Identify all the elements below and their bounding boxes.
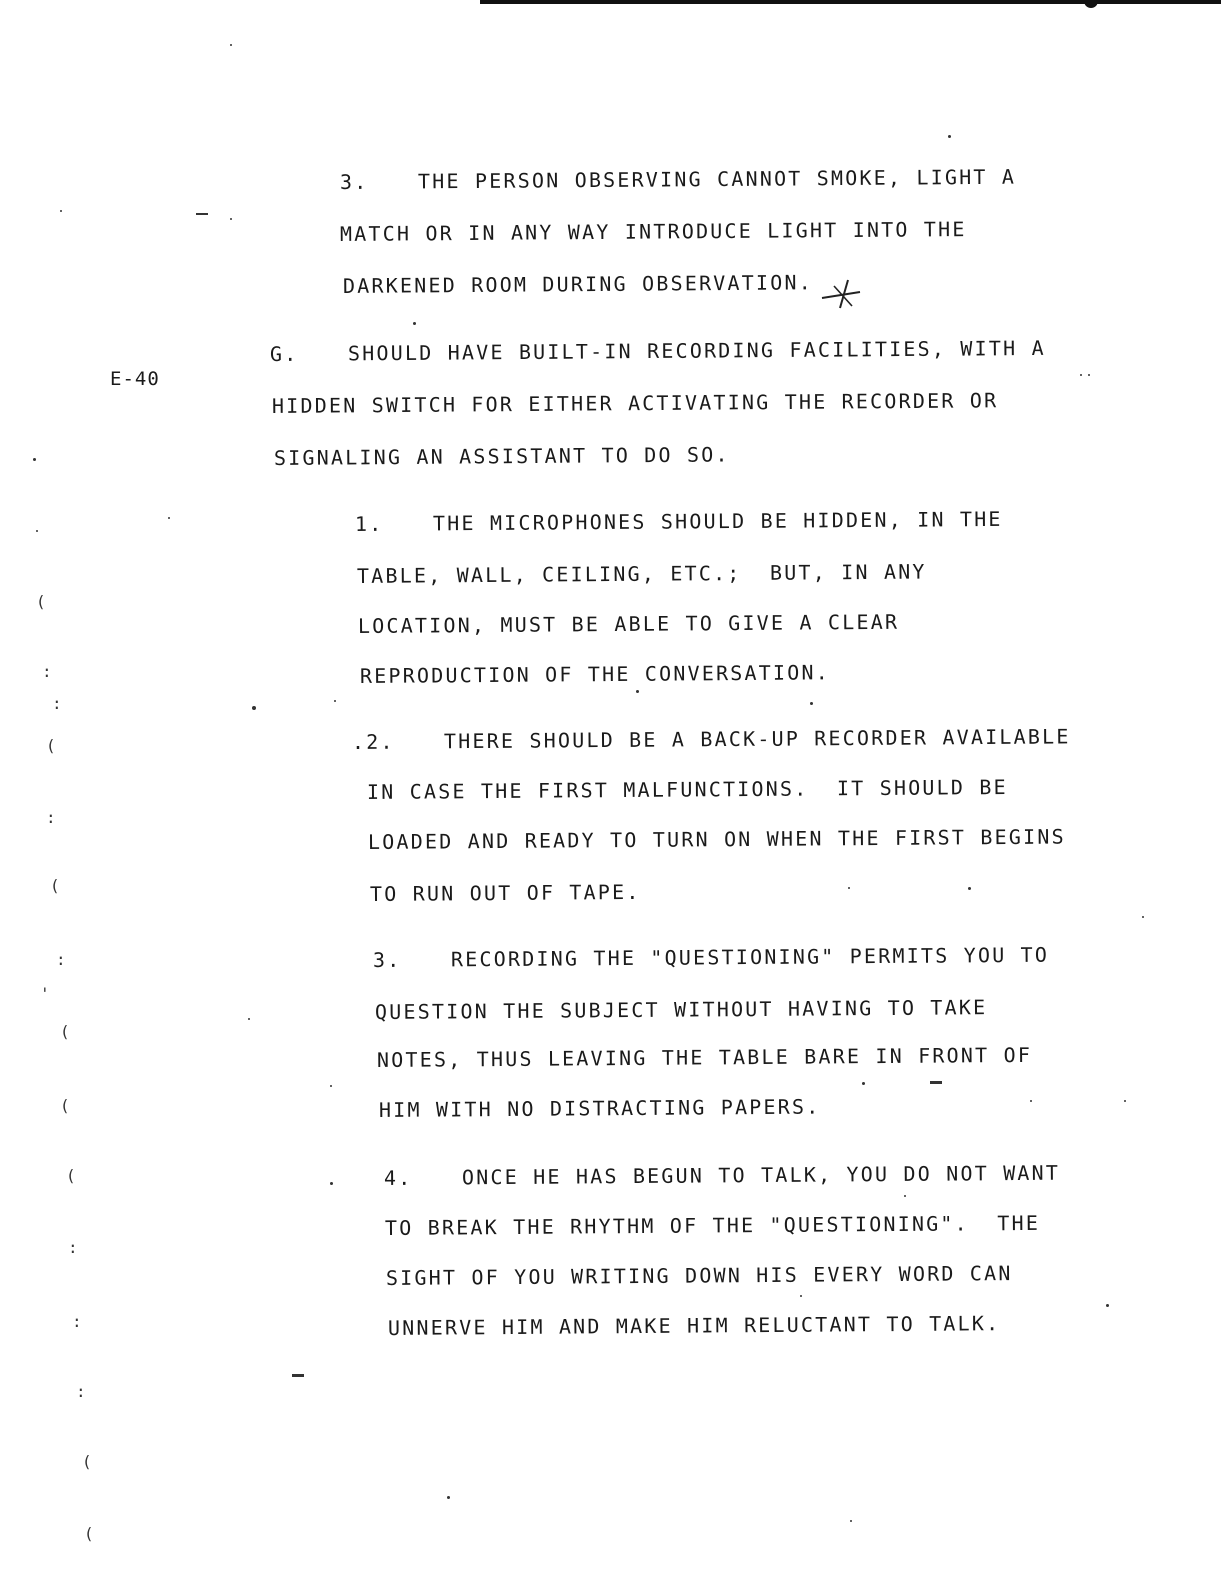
scan-speck [334,700,336,702]
block-4-text-0: RECORDING THE "QUESTIONING" PERMITS YOU TO [450,942,1050,972]
block-3-line-3: TO RUN OUT OF TAPE. [369,879,641,906]
scan-speck [1106,1304,1109,1307]
scan-speck [36,530,38,532]
margin-punch-mark: ( [36,592,46,611]
block-5-line-0 [384,1161,1060,1190]
scan-speck [248,1018,250,1020]
block-1-marker: G. [269,341,299,366]
margin-page-code: E-40 [110,368,160,390]
block-0-text-0: THE PERSON OBSERVING CANNOT SMOKE, LIGHT A [417,164,1017,194]
block-5-marker: 4. [383,1165,413,1190]
scan-speck [447,1496,450,1499]
block-2-text-0: THE MICROPHONES SHOULD BE HIDDEN, IN THE [432,506,1003,536]
scan-dash [292,1374,304,1377]
block-1-line-0 [270,336,1046,366]
block-2-line-3: REPRODUCTION OF THE CONVERSATION. [359,660,831,688]
scan-speck [904,1195,906,1197]
margin-punch-mark: : [68,1238,78,1257]
block-4-line-2: NOTES, THUS LEAVING THE TABLE BARE IN FRONT OF [376,1042,1033,1072]
scan-speck [1030,1100,1032,1102]
scan-speck [230,218,232,220]
scan-speck [948,135,951,138]
scan-speck [230,44,232,46]
block-3-line-1: IN CASE THE FIRST MALFUNCTIONS. IT SHOULD BE [366,774,1008,804]
scan-dash [196,213,208,215]
block-5-line-2: SIGHT OF YOU WRITING DOWN HIS EVERY WORD CAN [385,1261,1013,1290]
block-1-line-1: HIDDEN SWITCH FOR EITHER ACTIVATING THE RECORDER OR [271,388,999,418]
margin-punch-mark: : [46,808,56,827]
block-2-line-2: LOCATION, MUST BE ABLE TO GIVE A CLEAR [357,609,900,638]
block-0-marker: 3. [339,169,369,194]
scan-speck [848,887,850,889]
block-3-marker: .2. [351,729,395,754]
margin-punch-mark: : [56,950,66,969]
margin-punch-mark: ( [50,876,60,895]
scan-speck [862,1082,865,1085]
margin-punch-mark: ( [46,736,56,755]
scan-speck [330,1182,333,1185]
margin-punch-mark: ' [40,984,50,1003]
scan-speck [33,458,36,461]
block-4-line-1: QUESTION THE SUBJECT WITHOUT HAVING TO TAKE [374,995,988,1024]
block-2-marker: 1. [354,511,384,536]
margin-punch-mark: ( [60,1022,70,1041]
block-2-line-1: TABLE, WALL, CEILING, ETC.; BUT, IN ANY [356,559,927,588]
scan-dash [930,1081,942,1084]
block-3-text-0: THERE SHOULD BE A BACK-UP RECORDER AVAILABLE [443,724,1071,754]
scan-speck [60,210,62,212]
block-3-line-0 [352,724,1071,754]
margin-punch-mark: : [72,1312,82,1331]
margin-punch-mark: : [52,694,62,713]
block-5-line-1: TO BREAK THE RHYTHM OF THE "QUESTIONING". THE [384,1210,1041,1240]
block-2-line-0 [355,507,1003,536]
scan-speck [330,1085,332,1087]
block-5-text-0: ONCE HE HAS BEGUN TO TALK, YOU DO NOT WANT [461,1160,1061,1190]
margin-punch-mark: ( [82,1452,92,1471]
block-0-line-2: DARKENED ROOM DURING OBSERVATION. [342,270,814,298]
handwritten-asterisk-mark [818,276,864,312]
block-5-line-3: UNNERVE HIM AND MAKE HIM RELUCTANT TO TALK. [387,1311,1001,1340]
margin-punch-mark: ( [66,1166,76,1185]
scan-speck [636,690,639,693]
scan-speck [168,517,170,519]
margin-punch-mark: : [42,662,52,681]
block-4-line-3: HIM WITH NO DISTRACTING PAPERS. [378,1094,821,1122]
block-4-marker: 3. [372,947,402,972]
scan-speck [1142,916,1144,918]
scan-speck [413,322,416,325]
scan-speck [810,702,813,705]
scan-speck [1088,374,1090,376]
block-4-line-0 [373,943,1049,972]
margin-punch-mark: : [76,1382,86,1401]
block-1-line-2: SIGNALING AN ASSISTANT TO DO SO. [273,442,730,470]
block-0-line-0 [340,165,1016,194]
margin-punch-mark: ( [60,1096,70,1115]
block-1-text-0: SHOULD HAVE BUILT-IN RECORDING FACILITIES, WITH A [347,335,1046,366]
scan-speck [850,1520,852,1522]
scan-speck [968,887,971,890]
block-0-line-1: MATCH OR IN ANY WAY INTRODUCE LIGHT INTO THE [339,217,967,246]
scan-speck [1124,1100,1126,1102]
scan-speck [252,706,256,710]
margin-punch-mark: ( [84,1524,94,1543]
scan-speck [1080,374,1082,376]
block-3-line-2: LOADED AND READY TO TURN ON WHEN THE FIRST BEGINS [367,824,1066,854]
scan-speck [800,1295,802,1297]
